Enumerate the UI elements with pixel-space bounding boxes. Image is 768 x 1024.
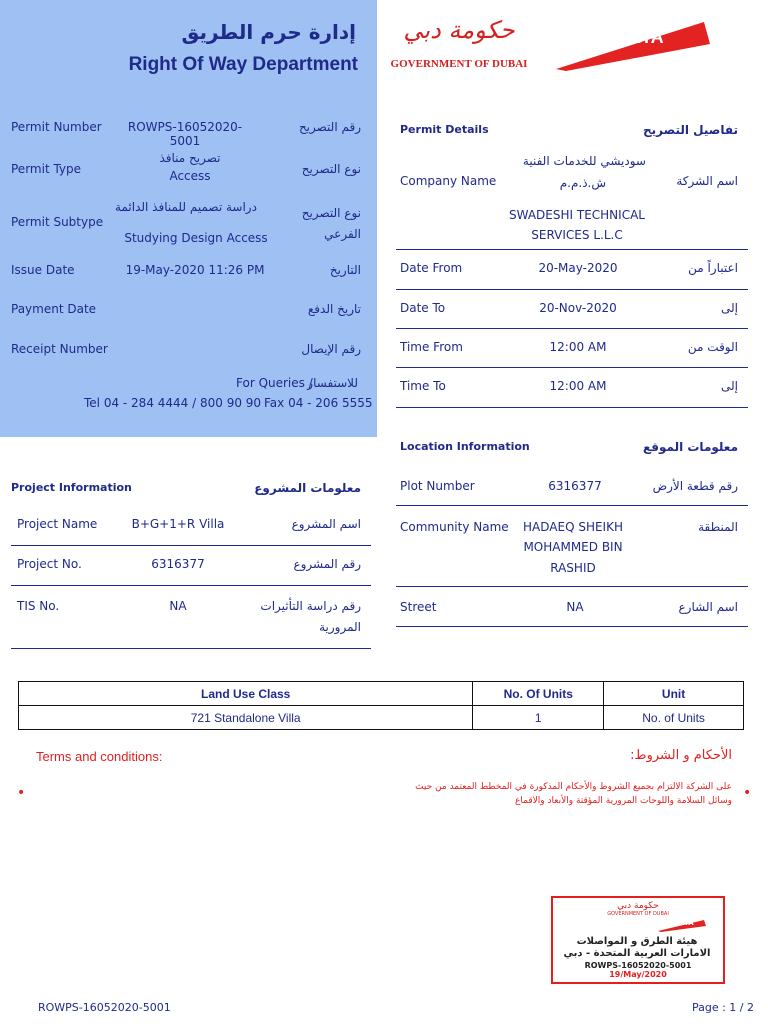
plot-number-value: 6316377 bbox=[548, 479, 602, 493]
permit-number-label-ar: رقم التصريح bbox=[298, 120, 361, 134]
company-name-value-ar-2: ش.ذ.م.م bbox=[559, 176, 606, 190]
permit-details-title: Permit Details bbox=[400, 123, 489, 136]
time-to-label-ar: إلى bbox=[721, 379, 738, 393]
project-no-value: 6316377 bbox=[151, 557, 205, 571]
divider bbox=[396, 289, 748, 290]
terms-title: Terms and conditions: bbox=[36, 749, 163, 764]
queries-label-ar: للاستفسار bbox=[307, 376, 358, 390]
issue-date-label: Issue Date bbox=[11, 263, 75, 277]
dept-title-en: Right Of Way Department bbox=[128, 54, 358, 75]
time-from-label-ar: الوقت من bbox=[687, 340, 738, 354]
date-to-label-ar: إلى bbox=[721, 301, 738, 315]
street-value: NA bbox=[566, 600, 584, 614]
permit-type-label-ar: نوع التصريح bbox=[301, 162, 361, 176]
company-name-value-en-2: SERVICES L.L.C bbox=[531, 228, 623, 242]
dept-title-ar: إدارة حرم الطريق bbox=[181, 20, 356, 44]
project-name-label: Project Name bbox=[17, 517, 98, 531]
permit-subtype-label: Permit Subtype bbox=[11, 215, 104, 229]
plot-number-label: Plot Number bbox=[400, 479, 475, 493]
project-no-label: Project No. bbox=[17, 557, 82, 571]
divider bbox=[396, 249, 748, 250]
stamp-text-ar: هيئة الطرق و المواصلات bbox=[576, 936, 698, 947]
table-cell: 1 bbox=[473, 706, 604, 730]
street-label-ar: اسم الشارع bbox=[678, 600, 738, 614]
project-no-label-ar: رقم المشروع bbox=[293, 557, 361, 571]
permit-subtype-value: Studying Design Access bbox=[124, 231, 268, 245]
date-from-label: Date From bbox=[400, 261, 463, 275]
time-to-label: Time To bbox=[400, 379, 446, 393]
divider bbox=[11, 545, 371, 546]
table-cell: 721 Standalone Villa bbox=[19, 706, 473, 730]
issue-date-label-ar: التاريخ bbox=[329, 263, 361, 277]
payment-date-label-ar: تاريخ الدفع bbox=[307, 302, 361, 316]
fax-number: Fax 04 - 206 5555 bbox=[264, 396, 373, 410]
permit-number-value: ROWPS-16052020-5001 bbox=[127, 120, 243, 148]
permit-subtype-label-ar-2: الفرعي bbox=[324, 227, 361, 241]
permit-number-label: Permit Number bbox=[11, 120, 102, 134]
tis-no-value: NA bbox=[169, 599, 187, 613]
stamp-date: 19/May/2020 bbox=[609, 970, 667, 979]
terms-text-ar: على الشركة الالتزام بجميع الشروط والأحكام المذكورة في المخطط المعتمد من حيث bbox=[415, 782, 732, 792]
permit-details-title-ar: تفاصيل التصريح bbox=[643, 123, 738, 137]
divider bbox=[396, 367, 748, 368]
company-name-label-ar: اسم الشركة bbox=[676, 174, 738, 188]
payment-date-label: Payment Date bbox=[11, 302, 97, 316]
community-name-label: Community Name bbox=[400, 520, 509, 534]
column-header: Land Use Class bbox=[19, 682, 473, 706]
government-of-dubai-logo: حكومة دبي GOVERNMENT OF DUBAI bbox=[390, 16, 528, 70]
stamp-text-ar-2: الامارات العربية المتحدة - دبي bbox=[563, 948, 711, 959]
permit-subtype-label-ar: نوع التصريح bbox=[301, 206, 361, 220]
bullet: • bbox=[743, 785, 752, 801]
official-stamp bbox=[551, 896, 725, 984]
tis-no-label: TIS No. bbox=[17, 599, 60, 613]
company-name-value-en: SWADESHI TECHNICAL bbox=[509, 208, 645, 222]
permit-type-value-ar: تصريح منافذ bbox=[159, 151, 221, 165]
tis-no-label-ar-2: المرورية bbox=[319, 620, 361, 634]
time-to-value: 12:00 AM bbox=[549, 379, 607, 393]
bullet: • bbox=[17, 785, 26, 801]
project-info-title: Project Information bbox=[11, 481, 132, 494]
project-name-label-ar: اسم المشروع bbox=[291, 517, 361, 531]
community-name-label-ar: المنطقة bbox=[698, 520, 738, 534]
date-from-value: 20-May-2020 bbox=[538, 261, 618, 275]
divider bbox=[396, 626, 748, 627]
date-to-value: 20-Nov-2020 bbox=[539, 301, 617, 315]
footer-reference: ROWPS-16052020-5001 bbox=[38, 1001, 171, 1014]
queries-label: For Queries / bbox=[236, 376, 313, 390]
plot-number-label-ar: رقم قطعة الأرض bbox=[652, 479, 738, 493]
rta-logo: RTA bbox=[556, 14, 716, 72]
stamp-logo-en: GOVERNMENT OF DUBAI bbox=[607, 911, 669, 917]
divider bbox=[396, 407, 748, 408]
time-from-label: Time From bbox=[400, 340, 463, 354]
permit-type-label: Permit Type bbox=[11, 162, 82, 176]
divider bbox=[396, 505, 748, 506]
location-info-title-ar: معلومات الموقع bbox=[642, 440, 738, 454]
terms-text-ar-2: وسائل السلامة واللوحات المرورية المؤقتة والأبعاد والاقماع bbox=[515, 796, 732, 806]
divider bbox=[396, 586, 748, 587]
divider bbox=[11, 585, 371, 586]
street-label: Street bbox=[400, 600, 437, 614]
tis-no-label-ar: رقم دراسة التأثيرات bbox=[260, 599, 361, 613]
table-cell: No. of Units bbox=[604, 706, 744, 730]
project-info-title-ar: معلومات المشروع bbox=[254, 481, 361, 495]
location-info-title: Location Information bbox=[400, 440, 530, 453]
column-header: Unit bbox=[604, 682, 744, 706]
date-to-label: Date To bbox=[400, 301, 446, 315]
table-row bbox=[19, 706, 744, 730]
terms-title-ar: الأحكام و الشروط: bbox=[630, 748, 732, 763]
receipt-number-label: Receipt Number bbox=[11, 342, 108, 356]
company-name-value-ar: سوديشي للخدمات الفنية bbox=[522, 154, 646, 168]
stamp-logo: حكومة دبي bbox=[617, 901, 659, 911]
project-name-value: B+G+1+R Villa bbox=[131, 517, 225, 531]
divider bbox=[11, 648, 371, 649]
stamp-rta: RTA bbox=[679, 919, 694, 927]
issue-date-value: 19-May-2020 11:26 PM bbox=[125, 263, 265, 277]
land-use-table bbox=[18, 681, 744, 730]
stamp-permit: ROWPS-16052020-5001 bbox=[584, 961, 692, 970]
receipt-number-label-ar: رقم الإيصال bbox=[301, 342, 361, 356]
time-from-value: 12:00 AM bbox=[549, 340, 607, 354]
permit-subtype-value-ar: دراسة تصميم للمنافذ الدائمة bbox=[115, 200, 257, 214]
date-from-label-ar: اعتباراً من bbox=[688, 261, 738, 275]
community-name-value-2: MOHAMMED BIN bbox=[523, 540, 623, 554]
company-name-label: Company Name bbox=[400, 174, 497, 188]
divider bbox=[396, 328, 748, 329]
page-number: Page : 1 / 2 bbox=[691, 1001, 754, 1014]
permit-type-value: Access bbox=[169, 169, 211, 183]
tel-number: Tel 04 - 284 4444 / 800 90 90 bbox=[84, 396, 262, 410]
table-header-row bbox=[19, 682, 744, 706]
community-name-value-3: RASHID bbox=[550, 561, 596, 575]
column-header: No. Of Units bbox=[473, 682, 604, 706]
community-name-value: HADAEQ SHEIKH bbox=[523, 520, 623, 534]
